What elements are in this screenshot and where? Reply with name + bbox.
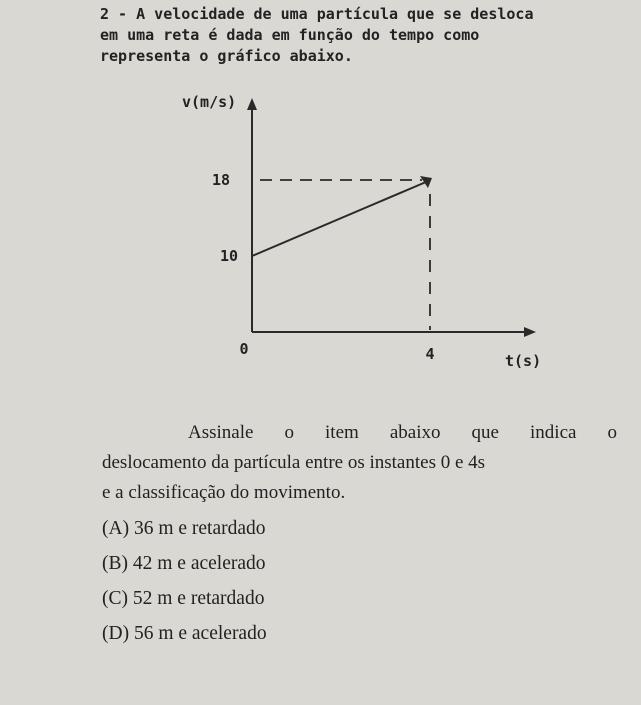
answer-options	[102, 511, 267, 651]
x-axis-label: t(s)	[505, 352, 542, 370]
option-d-text: 56 m e acelerado	[133, 623, 267, 644]
x-tick-label-4: 4	[425, 345, 435, 363]
option-b-letter: (B)	[102, 553, 128, 574]
question-line-1: Assinale o item abaixo que indica o	[188, 422, 617, 443]
intro-line-2: em uma reta é dada em função do tempo como	[100, 26, 480, 44]
option-c	[102, 581, 267, 616]
intro-line-1: 2 - A velocidade de uma partícula que se desloca	[100, 5, 534, 23]
y-axis-arrow	[247, 98, 257, 110]
question-statement	[102, 418, 617, 508]
y-tick-label-18: 18	[211, 171, 230, 189]
question-line-2: deslocamento da partícula entre os instantes 0 e 4s	[102, 452, 486, 473]
y-tick-label-10: 10	[219, 247, 238, 265]
option-a-letter: (A)	[102, 518, 130, 539]
x-tick-label-0: 0	[239, 340, 249, 358]
x-axis-arrow	[524, 327, 536, 337]
option-d	[102, 616, 267, 651]
option-a-text: 36 m e retardado	[133, 518, 266, 539]
question-line-3: e a classificação do movimento.	[102, 482, 346, 503]
option-d-letter: (D)	[102, 623, 130, 644]
option-c-text: 52 m e retardado	[132, 588, 265, 609]
series-line-v	[252, 182, 426, 256]
series-end-marker	[420, 176, 432, 188]
intro-line-3: representa o gráfico abaixo.	[100, 47, 353, 65]
y-axis-label: v(m/s)	[182, 93, 237, 111]
option-a	[102, 511, 267, 546]
option-b-text: 42 m e acelerado	[132, 553, 266, 574]
option-c-letter: (C)	[102, 588, 128, 609]
option-b	[102, 546, 267, 581]
